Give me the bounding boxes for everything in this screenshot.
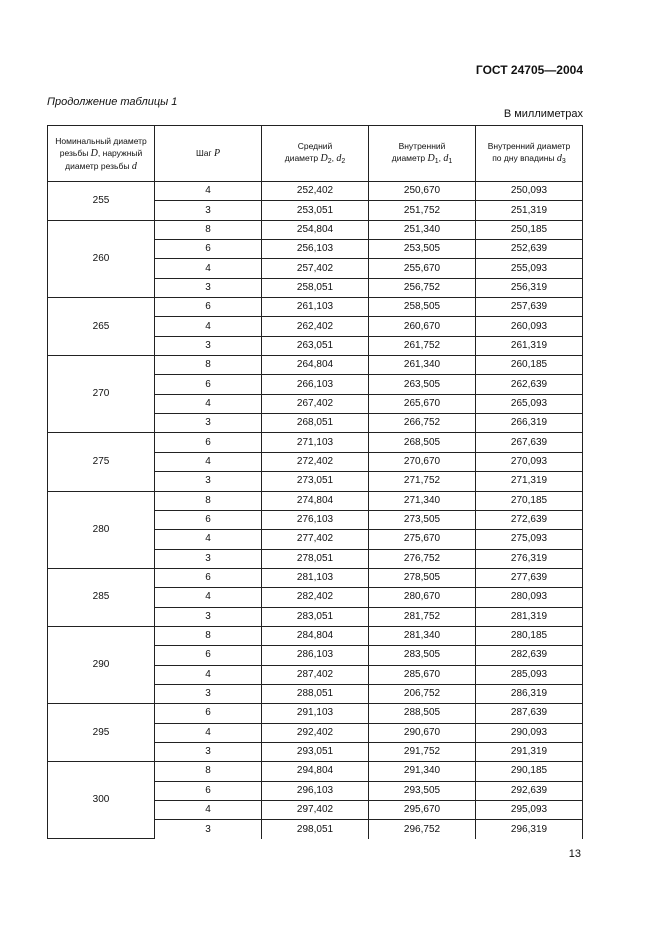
table-row bbox=[48, 220, 583, 239]
mean-diameter-cell: 296,103 bbox=[262, 781, 369, 800]
mean-diameter-cell: 286,103 bbox=[262, 646, 369, 665]
table-body bbox=[48, 182, 583, 839]
nominal-diameter-cell: 255 bbox=[48, 182, 155, 221]
pitch-cell: 6 bbox=[155, 704, 262, 723]
table-caption: Продолжение таблицы 1 bbox=[47, 96, 178, 108]
root-diameter-cell: 261,319 bbox=[476, 336, 583, 355]
nominal-diameter-cell: 290 bbox=[48, 626, 155, 703]
inner-diameter-cell: 296,752 bbox=[369, 820, 476, 839]
pitch-cell: 6 bbox=[155, 433, 262, 452]
pitch-cell: 4 bbox=[155, 317, 262, 336]
mean-diameter-cell: 252,402 bbox=[262, 182, 369, 201]
root-diameter-cell: 290,185 bbox=[476, 762, 583, 781]
root-diameter-cell: 282,639 bbox=[476, 646, 583, 665]
pitch-cell: 4 bbox=[155, 723, 262, 742]
root-diameter-cell: 251,319 bbox=[476, 201, 583, 220]
inner-diameter-cell: 281,340 bbox=[369, 626, 476, 645]
mean-diameter-cell: 267,402 bbox=[262, 394, 369, 413]
pitch-cell: 8 bbox=[155, 356, 262, 375]
mean-diameter-cell: 293,051 bbox=[262, 742, 369, 761]
header-pitch: Шаг P bbox=[155, 126, 262, 182]
pitch-cell: 6 bbox=[155, 298, 262, 317]
inner-diameter-cell: 270,670 bbox=[369, 452, 476, 471]
inner-diameter-cell: 268,505 bbox=[369, 433, 476, 452]
root-diameter-cell: 280,185 bbox=[476, 626, 583, 645]
root-diameter-cell: 280,093 bbox=[476, 588, 583, 607]
root-diameter-cell: 291,319 bbox=[476, 742, 583, 761]
inner-diameter-cell: 253,505 bbox=[369, 240, 476, 259]
pitch-cell: 6 bbox=[155, 375, 262, 394]
mean-diameter-cell: 298,051 bbox=[262, 820, 369, 839]
mean-diameter-cell: 297,402 bbox=[262, 801, 369, 820]
root-diameter-cell: 267,639 bbox=[476, 433, 583, 452]
nominal-diameter-cell: 295 bbox=[48, 704, 155, 762]
inner-diameter-cell: 278,505 bbox=[369, 568, 476, 587]
mean-diameter-cell: 264,804 bbox=[262, 356, 369, 375]
root-diameter-cell: 286,319 bbox=[476, 684, 583, 703]
inner-diameter-cell: 256,752 bbox=[369, 278, 476, 297]
table-row bbox=[48, 491, 583, 510]
nominal-diameter-cell: 270 bbox=[48, 356, 155, 433]
root-diameter-cell: 270,093 bbox=[476, 452, 583, 471]
mean-diameter-cell: 253,051 bbox=[262, 201, 369, 220]
root-diameter-cell: 272,639 bbox=[476, 510, 583, 529]
inner-diameter-cell: 275,670 bbox=[369, 530, 476, 549]
inner-diameter-cell: 291,752 bbox=[369, 742, 476, 761]
pitch-cell: 3 bbox=[155, 201, 262, 220]
inner-diameter-cell: 285,670 bbox=[369, 665, 476, 684]
root-diameter-cell: 285,093 bbox=[476, 665, 583, 684]
root-diameter-cell: 277,639 bbox=[476, 568, 583, 587]
root-diameter-cell: 275,093 bbox=[476, 530, 583, 549]
inner-diameter-cell: 251,752 bbox=[369, 201, 476, 220]
root-diameter-cell: 271,319 bbox=[476, 472, 583, 491]
root-diameter-cell: 276,319 bbox=[476, 549, 583, 568]
table-row bbox=[48, 356, 583, 375]
standard-number: ГОСТ 24705—2004 bbox=[475, 63, 583, 77]
mean-diameter-cell: 257,402 bbox=[262, 259, 369, 278]
mean-diameter-cell: 273,051 bbox=[262, 472, 369, 491]
pitch-cell: 8 bbox=[155, 491, 262, 510]
mean-diameter-cell: 278,051 bbox=[262, 549, 369, 568]
page-number: 13 bbox=[568, 848, 581, 860]
mean-diameter-cell: 287,402 bbox=[262, 665, 369, 684]
pitch-cell: 4 bbox=[155, 259, 262, 278]
mean-diameter-cell: 284,804 bbox=[262, 626, 369, 645]
table-row bbox=[48, 298, 583, 317]
mean-diameter-cell: 291,103 bbox=[262, 704, 369, 723]
pitch-cell: 8 bbox=[155, 220, 262, 239]
mean-diameter-cell: 263,051 bbox=[262, 336, 369, 355]
pitch-cell: 4 bbox=[155, 801, 262, 820]
pitch-cell: 4 bbox=[155, 394, 262, 413]
inner-diameter-cell: 206,752 bbox=[369, 684, 476, 703]
table-row bbox=[48, 762, 583, 781]
root-diameter-cell: 250,185 bbox=[476, 220, 583, 239]
mean-diameter-cell: 283,051 bbox=[262, 607, 369, 626]
root-diameter-cell: 252,639 bbox=[476, 240, 583, 259]
mean-diameter-cell: 277,402 bbox=[262, 530, 369, 549]
pitch-cell: 3 bbox=[155, 278, 262, 297]
header-nominal-diameter: Номинальный диаметр резьбы D, наружный диаметр резьбы d bbox=[48, 126, 155, 182]
inner-diameter-cell: 260,670 bbox=[369, 317, 476, 336]
inner-diameter-cell: 295,670 bbox=[369, 801, 476, 820]
mean-diameter-cell: 256,103 bbox=[262, 240, 369, 259]
pitch-cell: 3 bbox=[155, 414, 262, 433]
root-diameter-cell: 255,093 bbox=[476, 259, 583, 278]
mean-diameter-cell: 254,804 bbox=[262, 220, 369, 239]
pitch-cell: 8 bbox=[155, 762, 262, 781]
root-diameter-cell: 290,093 bbox=[476, 723, 583, 742]
inner-diameter-cell: 261,752 bbox=[369, 336, 476, 355]
mean-diameter-cell: 274,804 bbox=[262, 491, 369, 510]
pitch-cell: 4 bbox=[155, 452, 262, 471]
mean-diameter-cell: 281,103 bbox=[262, 568, 369, 587]
root-diameter-cell: 281,319 bbox=[476, 607, 583, 626]
mean-diameter-cell: 294,804 bbox=[262, 762, 369, 781]
pitch-cell: 3 bbox=[155, 472, 262, 491]
root-diameter-cell: 287,639 bbox=[476, 704, 583, 723]
mean-diameter-cell: 258,051 bbox=[262, 278, 369, 297]
pitch-cell: 3 bbox=[155, 684, 262, 703]
mean-diameter-cell: 282,402 bbox=[262, 588, 369, 607]
table-header-row bbox=[48, 126, 583, 182]
root-diameter-cell: 260,093 bbox=[476, 317, 583, 336]
nominal-diameter-cell: 265 bbox=[48, 298, 155, 356]
root-diameter-cell: 296,319 bbox=[476, 820, 583, 839]
pitch-cell: 4 bbox=[155, 182, 262, 201]
root-diameter-cell: 256,319 bbox=[476, 278, 583, 297]
nominal-diameter-cell: 275 bbox=[48, 433, 155, 491]
header-root-diameter: Внутренний диаметр по дну впадины $d_3$ bbox=[476, 126, 583, 182]
mean-diameter-cell: 261,103 bbox=[262, 298, 369, 317]
inner-diameter-cell: 288,505 bbox=[369, 704, 476, 723]
inner-diameter-cell: 265,670 bbox=[369, 394, 476, 413]
mean-diameter-cell: 266,103 bbox=[262, 375, 369, 394]
pitch-cell: 4 bbox=[155, 665, 262, 684]
root-diameter-cell: 266,319 bbox=[476, 414, 583, 433]
pitch-cell: 6 bbox=[155, 646, 262, 665]
header-inner-diameter: Внутренний диаметр $D_1$, $d_1$ bbox=[369, 126, 476, 182]
root-diameter-cell: 250,093 bbox=[476, 182, 583, 201]
table-row bbox=[48, 626, 583, 645]
pitch-cell: 3 bbox=[155, 336, 262, 355]
table-row bbox=[48, 182, 583, 201]
pitch-cell: 3 bbox=[155, 607, 262, 626]
root-diameter-cell: 270,185 bbox=[476, 491, 583, 510]
pitch-cell: 4 bbox=[155, 588, 262, 607]
nominal-diameter-cell: 260 bbox=[48, 220, 155, 297]
inner-diameter-cell: 250,670 bbox=[369, 182, 476, 201]
inner-diameter-cell: 251,340 bbox=[369, 220, 476, 239]
inner-diameter-cell: 255,670 bbox=[369, 259, 476, 278]
root-diameter-cell: 257,639 bbox=[476, 298, 583, 317]
mean-diameter-cell: 262,402 bbox=[262, 317, 369, 336]
pitch-cell: 3 bbox=[155, 742, 262, 761]
root-diameter-cell: 262,639 bbox=[476, 375, 583, 394]
inner-diameter-cell: 271,752 bbox=[369, 472, 476, 491]
nominal-diameter-cell: 285 bbox=[48, 568, 155, 626]
inner-diameter-cell: 283,505 bbox=[369, 646, 476, 665]
nominal-diameter-cell: 280 bbox=[48, 491, 155, 568]
mean-diameter-cell: 272,402 bbox=[262, 452, 369, 471]
pitch-cell: 6 bbox=[155, 568, 262, 587]
root-diameter-cell: 260,185 bbox=[476, 356, 583, 375]
inner-diameter-cell: 281,752 bbox=[369, 607, 476, 626]
inner-diameter-cell: 290,670 bbox=[369, 723, 476, 742]
root-diameter-cell: 295,093 bbox=[476, 801, 583, 820]
mean-diameter-cell: 288,051 bbox=[262, 684, 369, 703]
inner-diameter-cell: 261,340 bbox=[369, 356, 476, 375]
inner-diameter-cell: 291,340 bbox=[369, 762, 476, 781]
mean-diameter-cell: 268,051 bbox=[262, 414, 369, 433]
pitch-cell: 6 bbox=[155, 510, 262, 529]
inner-diameter-cell: 263,505 bbox=[369, 375, 476, 394]
mean-diameter-cell: 276,103 bbox=[262, 510, 369, 529]
table-row bbox=[48, 704, 583, 723]
pitch-cell: 6 bbox=[155, 781, 262, 800]
pitch-cell: 8 bbox=[155, 626, 262, 645]
pitch-cell: 4 bbox=[155, 530, 262, 549]
inner-diameter-cell: 258,505 bbox=[369, 298, 476, 317]
nominal-diameter-cell: 300 bbox=[48, 762, 155, 839]
mean-diameter-cell: 271,103 bbox=[262, 433, 369, 452]
pitch-cell: 6 bbox=[155, 240, 262, 259]
mean-diameter-cell: 292,402 bbox=[262, 723, 369, 742]
thread-dimensions-table bbox=[47, 125, 583, 839]
inner-diameter-cell: 280,670 bbox=[369, 588, 476, 607]
root-diameter-cell: 292,639 bbox=[476, 781, 583, 800]
table-row bbox=[48, 433, 583, 452]
inner-diameter-cell: 293,505 bbox=[369, 781, 476, 800]
pitch-cell: 3 bbox=[155, 820, 262, 839]
inner-diameter-cell: 273,505 bbox=[369, 510, 476, 529]
table-row bbox=[48, 568, 583, 587]
units-note: В миллиметрах bbox=[503, 108, 583, 120]
header-mean-diameter: Средний диаметр $D_2$, $d_2$ bbox=[262, 126, 369, 182]
root-diameter-cell: 265,093 bbox=[476, 394, 583, 413]
inner-diameter-cell: 266,752 bbox=[369, 414, 476, 433]
pitch-cell: 3 bbox=[155, 549, 262, 568]
inner-diameter-cell: 271,340 bbox=[369, 491, 476, 510]
inner-diameter-cell: 276,752 bbox=[369, 549, 476, 568]
